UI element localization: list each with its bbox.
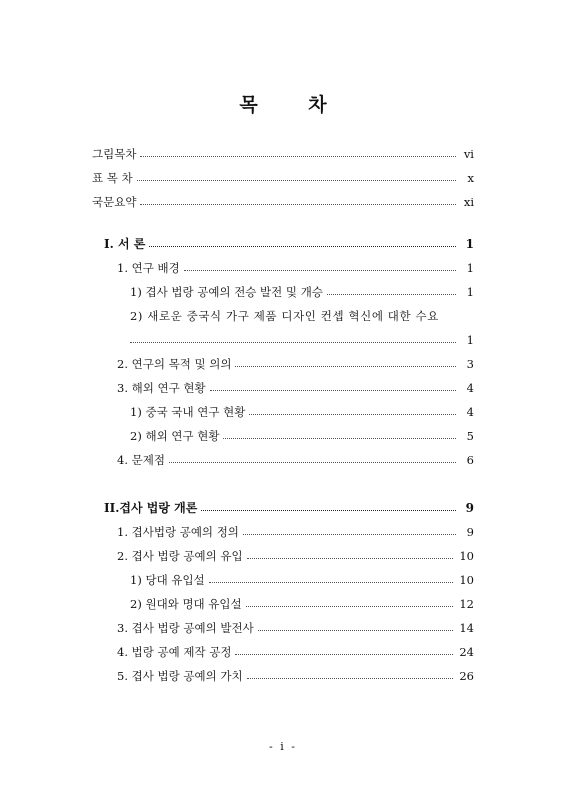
toc-chapter-label: I. 서 론 — [104, 237, 146, 251]
leader-dots — [169, 462, 456, 463]
toc-entry-label: 4. 문제점 — [117, 453, 165, 467]
toc-page-number: x — [467, 171, 474, 185]
toc-entry-label: 표 목 차 — [92, 171, 133, 185]
toc-entry-label: 1. 연구 배경 — [117, 261, 180, 275]
toc-page-number: 3 — [466, 357, 474, 371]
toc-page-number: 24 — [459, 645, 474, 659]
toc-chapter-1[interactable] — [104, 236, 474, 252]
toc-entry-label: 국문요약 — [92, 195, 137, 209]
leader-dots — [201, 510, 456, 511]
leader-dots — [235, 366, 456, 367]
toc-entry-label: 4. 법랑 공예 제작 공정 — [117, 645, 232, 659]
toc-page-number: 4 — [466, 381, 474, 395]
toc-page-number: 6 — [466, 453, 474, 467]
toc-entry-2-3[interactable] — [117, 620, 474, 636]
toc-entry-1-2[interactable] — [117, 356, 474, 372]
toc-entry-korean-abstract[interactable] — [92, 194, 474, 210]
toc-page-number: 14 — [459, 621, 474, 635]
toc-entry-2-2[interactable] — [117, 548, 474, 564]
page-title: 목 차 — [239, 94, 349, 116]
leader-dots — [210, 390, 456, 391]
leader-dots — [209, 582, 454, 583]
leader-dots — [258, 630, 454, 631]
toc-page-number: 1 — [466, 333, 474, 347]
toc-entry-label: 3. 겹사 법랑 공예의 발전사 — [117, 621, 254, 635]
toc-page-number: 1 — [465, 237, 474, 251]
leader-dots — [140, 156, 456, 157]
leader-dots — [243, 534, 456, 535]
leader-dots — [249, 414, 456, 415]
toc-entry-label: 2. 겹사 법랑 공예의 유입 — [117, 549, 243, 563]
toc-page-number: 1 — [466, 261, 474, 275]
toc-entry-label: 2) 새로운 중국식 가구 제품 디자인 컨셉 혁신에 대한 수요 — [130, 309, 439, 323]
toc-entry-figure-list[interactable] — [92, 146, 474, 162]
toc-entry-2-4[interactable] — [117, 644, 474, 660]
toc-chapter-label: II.겹사 법랑 개론 — [104, 501, 198, 515]
toc-entry-2-1[interactable] — [117, 524, 474, 540]
toc-entry-1-1[interactable] — [117, 260, 474, 276]
toc-entry-label: 1. 겹사법랑 공예의 정의 — [117, 525, 239, 539]
toc-entry-1-4[interactable] — [117, 452, 474, 468]
toc-page-number: 10 — [459, 549, 474, 563]
toc-entry-label: 2. 연구의 목적 및 의의 — [117, 357, 232, 371]
toc-entry-1-1-2-continued[interactable] — [130, 332, 474, 348]
leader-dots — [235, 654, 453, 655]
toc-page-number: 12 — [459, 597, 474, 611]
leader-dots — [184, 270, 456, 271]
toc-page-number: 4 — [466, 405, 474, 419]
page-number-footer: - i - — [269, 740, 297, 753]
toc-page-number: vi — [463, 147, 474, 161]
leader-dots — [149, 246, 456, 247]
toc-entry-1-3-2[interactable] — [130, 428, 474, 444]
toc-page-number: 26 — [459, 669, 474, 683]
toc-entry-label: 1) 겹사 법랑 공예의 전승 발전 및 개승 — [130, 285, 323, 299]
leader-dots — [137, 180, 456, 181]
toc-entry-2-2-1[interactable] — [130, 572, 474, 588]
toc-entry-label: 2) 원대와 명대 유입설 — [130, 597, 242, 611]
toc-entry-label: 2) 해외 연구 현황 — [130, 429, 220, 443]
toc-page-number: 10 — [459, 573, 474, 587]
toc-page-number: 9 — [466, 525, 474, 539]
toc-entry-table-list[interactable] — [92, 170, 474, 186]
leader-dots — [223, 438, 456, 439]
leader-dots — [327, 294, 456, 295]
toc-entry-2-5[interactable] — [117, 668, 474, 684]
toc-entry-label: 1) 당대 유입설 — [130, 573, 205, 587]
leader-dots — [130, 342, 456, 343]
toc-page-number: 1 — [466, 285, 474, 299]
toc-chapter-2[interactable] — [104, 500, 474, 516]
leader-dots — [247, 678, 454, 679]
toc-page-number: 9 — [465, 501, 474, 515]
toc-entry-1-3-1[interactable] — [130, 404, 474, 420]
toc-entry-label: 1) 중국 국내 연구 현황 — [130, 405, 246, 419]
leader-dots — [247, 558, 454, 559]
toc-page-number: xi — [463, 195, 474, 209]
toc-entry-2-2-2[interactable] — [130, 596, 474, 612]
toc-page-number: 5 — [466, 429, 474, 443]
toc-entry-1-1-1[interactable] — [130, 284, 474, 300]
toc-entry-label: 5. 겹사 법랑 공예의 가치 — [117, 669, 243, 683]
leader-dots — [140, 204, 456, 205]
toc-entry-1-1-2[interactable] — [130, 308, 474, 324]
toc-entry-label: 그림목차 — [92, 147, 137, 161]
toc-entry-1-3[interactable] — [117, 380, 474, 396]
leader-dots — [246, 606, 454, 607]
toc-entry-label: 3. 해외 연구 현황 — [117, 381, 206, 395]
